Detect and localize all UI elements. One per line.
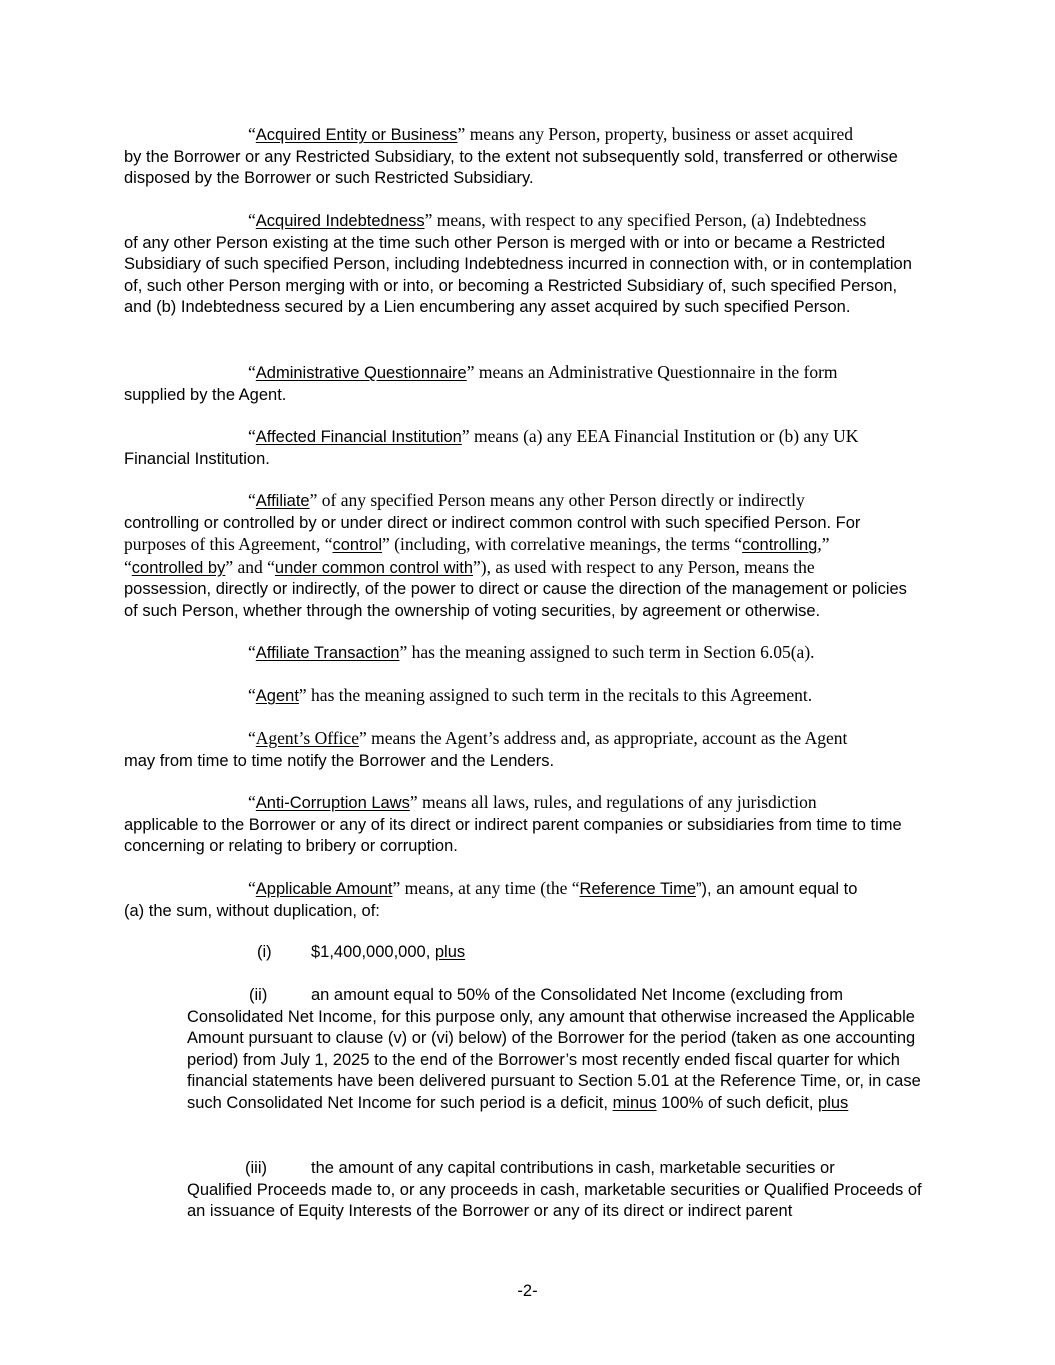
- defined-term: control: [332, 536, 383, 555]
- defined-term: Affiliate Transaction: [255, 644, 400, 662]
- defined-term: controlled by: [131, 558, 226, 577]
- defined-term: Anti-Corruption Laws: [255, 794, 410, 812]
- defined-term: Agent: [255, 687, 299, 705]
- underlined-word: minus: [612, 1093, 657, 1112]
- defined-term: Acquired Indebtedness: [255, 212, 425, 230]
- definition-acquired-indebtedness: “Acquired Indebtedness” means, with respect to any specified Person, (a) Indebtedness of any other Person existing at the time such other Person is merged with or into or became a Restricted Subsidiary of such specified Person, including Indebtedness incurred in connection with, or in contemplation of, such other Person merging with or into, or becoming a Restricted Subsidiary of, such specified Person, and (b) Indebtedness secured by a Lien encumbering any asset acquired by such specified Person.: [124, 210, 912, 317]
- defined-term: Administrative Questionnaire: [255, 364, 467, 382]
- definition-anti-corruption-laws: “Anti-Corruption Laws” means all laws, rules, and regulations of any jurisdiction applicable to the Borrower or any of its direct or indirect parent companies or subsidiaries from time to time concerning or relating to bribery or corruption.: [124, 792, 902, 856]
- underlined-word: plus: [818, 1093, 849, 1112]
- definition-affiliate: “Affiliate” of any specified Person means any other Person directly or indirectly controlling or controlled by or under direct or indirect common control with such specified Person. For purposes of this Agreement, “control” (including, with correlative meanings, the terms “controlling,” “controlled by” and “under common control with”), as used with respect to any Person, means the possession, directly or indirectly, of the power to direct or cause the direction of the management or policies of such Person, whether through the ownership of voting securities, by agreement or otherwise.: [124, 490, 907, 620]
- clause-iii: (iii) the amount of any capital contributions in cash, marketable securities or Qualified Proceeds made to, or any proceeds in cash, marketable securities or Qualified Proceeds of an issuance of Equity Interests of the Borrower or any of its direct or indirect parent: [187, 1159, 922, 1221]
- clause-number: (i): [257, 943, 272, 961]
- definition-agent: “Agent” has the meaning assigned to such term in the recitals to this Agreement.: [248, 685, 813, 705]
- defined-term: controlling: [742, 536, 818, 555]
- clause-number: (ii): [249, 986, 268, 1004]
- definition-administrative-questionnaire: “Administrative Questionnaire” means an Administrative Questionnaire in the form supplied by the Agent.: [124, 362, 838, 404]
- defined-term: Applicable Amount: [255, 880, 393, 898]
- clause-number: (iii): [245, 1159, 267, 1177]
- defined-term: Affected Financial Institution: [255, 428, 462, 446]
- underlined-word: plus: [434, 943, 466, 961]
- defined-term: Agent’s Office: [255, 728, 359, 748]
- definition-applicable-amount: “Applicable Amount” means, at any time (the “Reference Time”), an amount equal to (a) the sum, without duplication, of:: [124, 878, 858, 920]
- defined-term: under common control with: [274, 558, 473, 577]
- defined-term: Acquired Entity or Business: [255, 126, 458, 144]
- clause-ii: (ii) an amount equal to 50% of the Consolidated Net Income (excluding from Consolidated Net Income, for this purpose only, any amount that otherwise increased the Applicable Amount pursuant to clause (v) or (vi) below) of the Borrower for the period (taken as one accounting period) from July 1, 2025 to the end of the Borrower’s most recently ended fiscal quarter for which financial statements have been delivered pursuant to Section 5.01 at the Reference Time, or, in case such Consolidated Net Income for such period is a deficit, minus 100% of such deficit, plus: [187, 986, 921, 1112]
- definition-affected-financial-institution: “Affected Financial Institution” means (a) any EEA Financial Institution or (b) any UK Financial Institution.: [124, 426, 859, 468]
- clause-i: (i) $1,400,000,000, plus: [257, 942, 465, 964]
- definition-affiliate-transaction: “Affiliate Transaction” has the meaning assigned to such term in Section 6.05(a).: [248, 642, 815, 662]
- defined-term: Reference Time: [579, 880, 697, 898]
- definition-agents-office: “Agent’s Office” means the Agent’s address and, as appropriate, account as the Agent may from time to time notify the Borrower and the Lenders.: [124, 728, 848, 770]
- definition-acquired-entity: “Acquired Entity or Business” means any Person, property, business or asset acquired by the Borrower or any Restricted Subsidiary, to the extent not subsequently sold, transferred or otherwise disposed by the Borrower or such Restricted Subsidiary.: [124, 124, 898, 188]
- defined-term: Affiliate: [255, 492, 310, 510]
- page-number: -2-: [517, 1282, 538, 1300]
